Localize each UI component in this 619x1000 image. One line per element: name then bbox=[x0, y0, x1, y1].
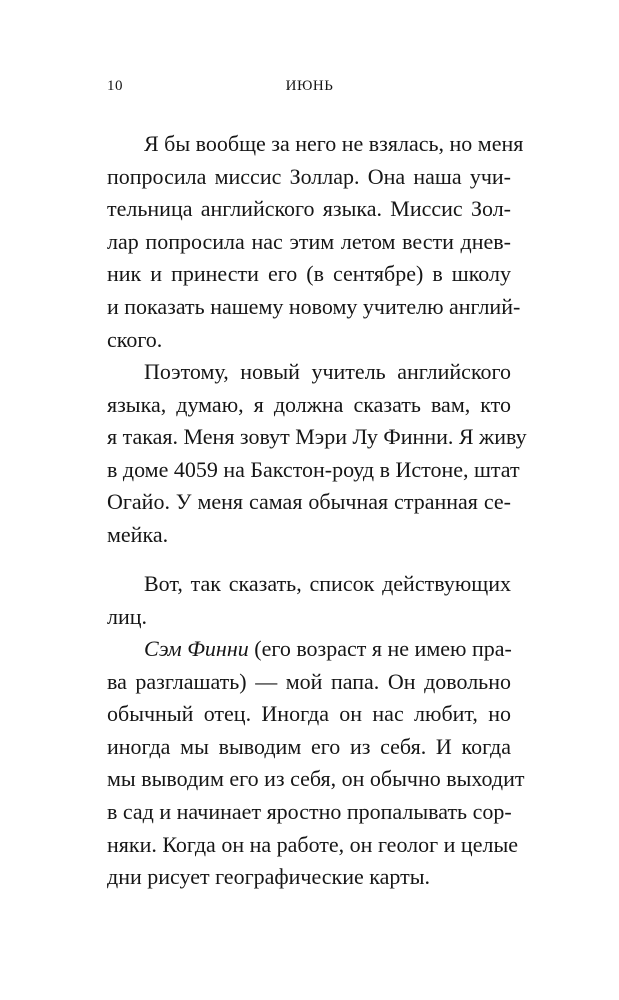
text-line: лар попросила нас этим летом вести днев- bbox=[107, 228, 511, 254]
section-title: ИЮНЬ bbox=[285, 78, 334, 94]
text-line: тельница английского языка. Миссис Зол- bbox=[107, 196, 511, 222]
text-line-rest: (его возраст я не имею пра- bbox=[248, 636, 512, 661]
text-line: лиц. bbox=[107, 603, 148, 629]
text-line: в доме 4059 на Бакстон-роуд в Истоне, штат bbox=[107, 456, 520, 482]
text-line: няки. Когда он на работе, он геолог и целые bbox=[107, 831, 518, 857]
page-number: 10 bbox=[107, 78, 123, 94]
text-line: попросила миссис Золлар. Она наша учи- bbox=[107, 163, 511, 189]
text-line: дни рисует географические карты. bbox=[107, 864, 430, 890]
character-name: Сэм Финни bbox=[144, 636, 249, 661]
text-line: Я бы вообще за него не взялась, но меня bbox=[144, 131, 524, 156]
text-line: мейка. bbox=[107, 521, 169, 547]
text-line: обычный отец. Иногда он нас любит, но bbox=[107, 701, 511, 727]
text-line: ского. bbox=[107, 326, 163, 352]
paragraph-4 bbox=[107, 633, 525, 894]
paragraph-1 bbox=[107, 128, 524, 356]
text-line: я такая. Меня зовут Мэри Лу Финни. Я живу bbox=[107, 424, 527, 450]
text-line: Вот, так сказать, список действующих bbox=[144, 571, 511, 596]
text-line: мы выводим его из себя, он обычно выходит bbox=[107, 766, 525, 792]
text-line bbox=[107, 633, 511, 666]
paragraph-3 bbox=[107, 568, 511, 633]
text-line: в сад и начинает яростно пропалывать сор- bbox=[107, 798, 512, 824]
text-line: ник и принести его (в сентябре) в школу bbox=[107, 261, 511, 287]
text-line: Поэтому, новый учитель английского bbox=[144, 359, 511, 384]
paragraph-2 bbox=[107, 356, 527, 552]
text-line: Огайо. У меня самая обычная странная се- bbox=[107, 489, 511, 515]
running-header bbox=[107, 78, 512, 100]
text-line: иногда мы выводим его из себя. И когда bbox=[107, 733, 511, 759]
text-line: языка, думаю, я должна сказать вам, кто bbox=[107, 391, 511, 417]
text-line: ва разглашать) — мой папа. Он довольно bbox=[107, 668, 511, 694]
text-line: и показать нашему новому учителю англий- bbox=[107, 293, 521, 319]
